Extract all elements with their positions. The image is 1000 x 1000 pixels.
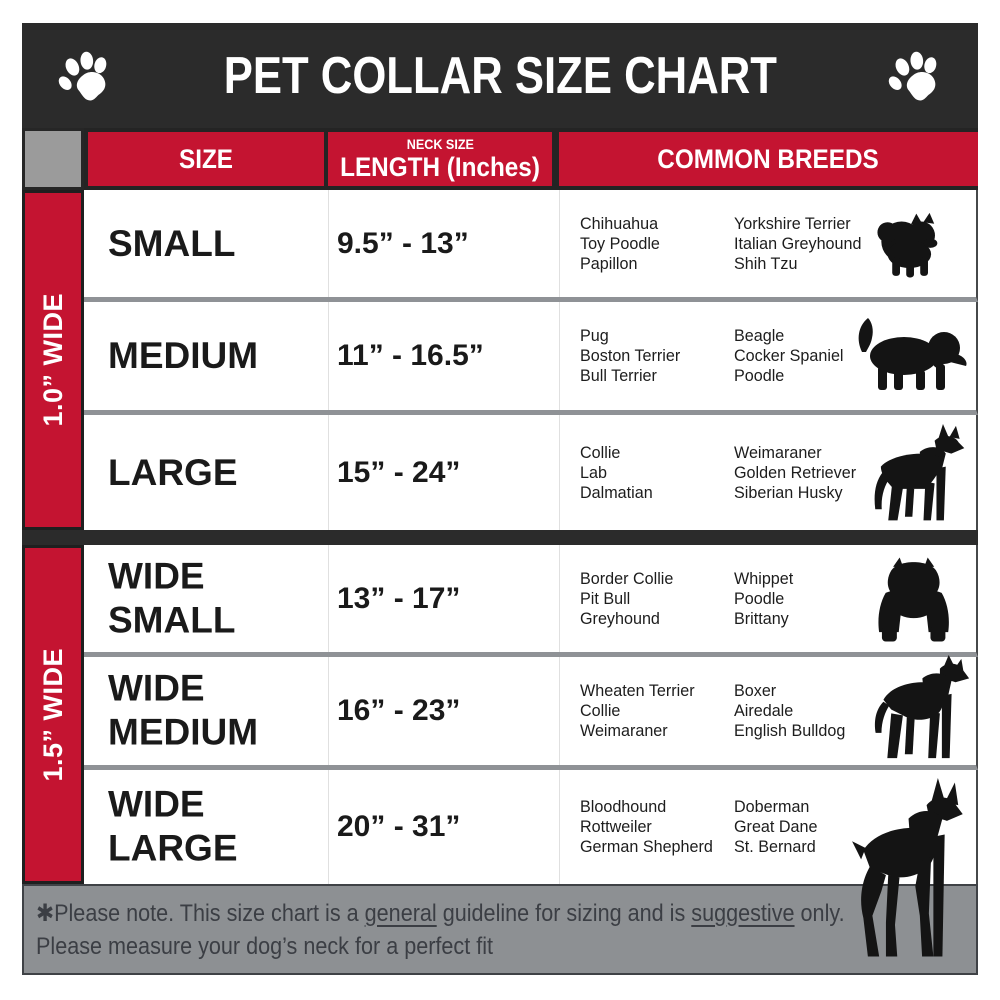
neck-size-header-label: NECK SIZE	[406, 136, 474, 152]
width-band-1-0	[22, 190, 84, 530]
width-band-1-5-label: 1.5” WIDE	[37, 647, 68, 782]
length-header-label: LENGTH (Inches)	[340, 152, 540, 182]
breed: Dalmatian	[580, 482, 653, 502]
size-header-label: SIZE	[178, 143, 233, 174]
column-header-length	[328, 132, 552, 186]
breeds-list	[734, 214, 884, 274]
neck-range: 13” - 17”	[337, 581, 461, 615]
size-chart-table	[22, 128, 978, 975]
size-label: SMALL	[108, 222, 236, 264]
column-divider	[328, 415, 329, 530]
paw-print-icon	[886, 49, 944, 103]
note-text: guideline for sizing and is	[436, 899, 692, 927]
breed: Weimaraner	[734, 442, 822, 462]
column-divider	[328, 190, 329, 297]
breed: German Shepherd	[580, 837, 713, 856]
column-header-breeds	[559, 132, 978, 186]
title-banner	[22, 23, 978, 128]
breed: Shih Tzu	[734, 253, 798, 273]
breeds-list	[580, 797, 730, 857]
breed: Cocker Spaniel	[734, 346, 844, 365]
breeds-list	[580, 569, 730, 629]
breeds-list	[734, 569, 884, 629]
page-title: PET COLLAR SIZE CHART	[223, 46, 777, 105]
table-row	[84, 415, 978, 530]
breed: Weimaraner	[580, 721, 668, 740]
size-label: WIDE MEDIUM	[108, 667, 259, 753]
footer-note-line-2: Please measure your dog’s neck for a perfect fit	[36, 932, 494, 960]
breed: Toy Poodle	[580, 233, 660, 253]
breeds-list	[734, 443, 884, 503]
breed: St. Bernard	[734, 837, 816, 856]
column-divider	[328, 545, 329, 652]
breed: Boston Terrier	[580, 346, 681, 365]
neck-range: 11” - 16.5”	[337, 339, 484, 372]
breed: Pug	[580, 326, 609, 345]
note-text-underlined: suggestive	[691, 899, 795, 927]
breed: Poodle	[734, 588, 785, 608]
breed: Collie	[580, 442, 621, 462]
neck-range: 20” - 31”	[337, 810, 461, 843]
breed: Papillon	[580, 253, 638, 273]
breed: Border Collie	[580, 568, 674, 588]
table-row	[84, 657, 978, 770]
note-text: Please note. This size chart is a	[54, 899, 365, 927]
breed: Italian Greyhound	[734, 233, 862, 253]
neck-range: 15” - 24”	[337, 455, 461, 489]
size-label: WIDE SMALL	[108, 555, 236, 641]
neck-range: 16” - 23”	[337, 694, 461, 727]
doberman-silhouette-icon	[834, 778, 970, 970]
bulldog-silhouette-icon	[867, 550, 960, 648]
size-label: MEDIUM	[108, 334, 259, 376]
breed: Chihuahua	[580, 213, 659, 233]
asterisk-icon: ✱	[36, 899, 55, 927]
breed: Boxer	[734, 681, 777, 700]
column-divider	[559, 770, 560, 884]
column-header-size	[88, 132, 324, 186]
section-divider-bar	[22, 530, 978, 545]
german-shepherd-silhouette-icon	[866, 424, 968, 526]
corner-cell	[22, 128, 84, 190]
breed: Lab	[580, 462, 607, 482]
width-band-1-5	[22, 545, 84, 884]
breed: Bloodhound	[580, 797, 667, 816]
breed: Doberman	[734, 797, 810, 816]
neck-range: 9.5” - 13”	[337, 226, 469, 260]
breed: Siberian Husky	[734, 482, 843, 502]
column-divider	[559, 545, 560, 652]
breed: Brittany	[734, 608, 789, 628]
footer-note-line-1	[36, 897, 882, 930]
pit-bull-silhouette-icon	[862, 653, 974, 765]
breed: Poodle	[734, 366, 785, 385]
breed: Golden Retriever	[734, 462, 857, 482]
column-divider	[328, 302, 329, 410]
table-row	[84, 770, 978, 884]
breed: Great Dane	[734, 817, 818, 836]
breed: Pit Bull	[580, 588, 631, 608]
note-text-underlined: general	[364, 899, 437, 927]
column-divider	[559, 415, 560, 530]
breeds-header-label: COMMON BREEDS	[657, 143, 880, 174]
table-row	[84, 545, 978, 657]
size-label: LARGE	[108, 451, 238, 493]
breed: Wheaten Terrier	[580, 681, 695, 700]
breed: Whippet	[734, 568, 794, 588]
breeds-list	[580, 214, 730, 274]
table-row	[84, 302, 978, 415]
column-divider	[559, 190, 560, 297]
breeds-list	[580, 681, 730, 741]
breed: Yorkshire Terrier	[734, 213, 851, 233]
pomeranian-silhouette-icon	[872, 209, 950, 279]
paw-print-icon	[56, 49, 114, 103]
size-label: WIDE LARGE	[108, 783, 238, 869]
column-divider	[328, 657, 329, 765]
table-row	[84, 190, 978, 302]
breed: Beagle	[734, 326, 785, 345]
note-text: only.	[794, 899, 845, 927]
column-divider	[559, 657, 560, 765]
breed: Rottweiler	[580, 817, 652, 836]
column-divider	[328, 770, 329, 884]
breed: Bull Terrier	[580, 366, 657, 385]
column-divider	[559, 302, 560, 410]
beagle-silhouette-icon	[852, 310, 972, 390]
breed: Greyhound	[580, 608, 660, 628]
width-band-1-0-label: 1.0” WIDE	[37, 293, 68, 427]
breeds-list	[580, 326, 730, 386]
breed: Airedale	[734, 701, 794, 720]
breeds-list	[580, 443, 730, 503]
breed: Collie	[580, 701, 621, 720]
breed: English Bulldog	[734, 721, 846, 740]
